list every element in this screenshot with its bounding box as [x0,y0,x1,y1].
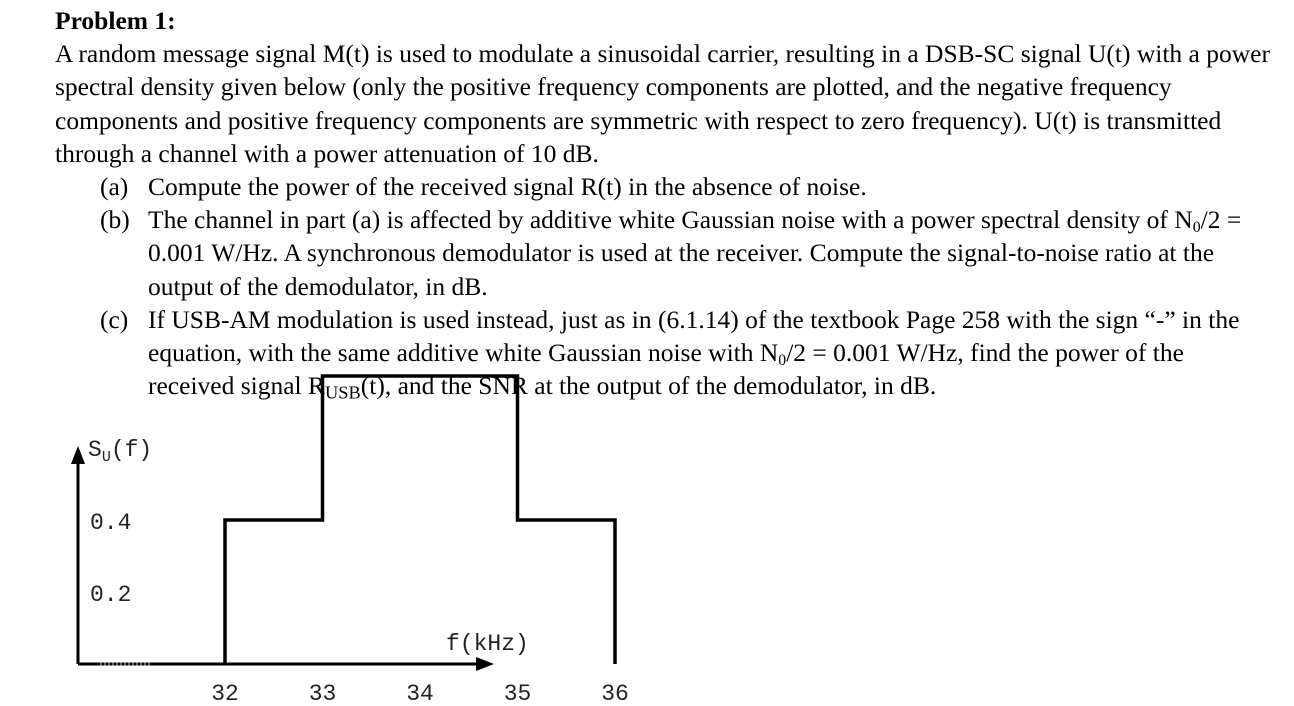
x-tick-label: 32 [211,681,239,706]
part-c-text-1: If USB-AM modulation is used instead, just as in (6.1.14) of the textbook Page 258 with the sign “-” in the equation, with the same additive white Gaussian noise with N [148,304,1240,368]
x-axis-arrow [476,657,494,671]
problem-text [55,4,1275,402]
part-b-label: (b) [100,205,130,235]
x-tick-label: 35 [503,681,532,706]
x-tick-label: 33 [308,681,337,706]
y-tick-label: 0.4 [90,510,132,536]
y-tick-label: 0.2 [90,582,132,608]
part-b-text-2: /2 = 0.001 W/Hz. A synchronous demodulator is used at the receiver. Compute the signal-to-noise ratio at the output of the demodulator, in dB. [148,205,1242,301]
part-b [55,203,1275,303]
part-a [55,170,1275,203]
part-a-label: (a) [100,172,129,202]
part-c-subscript-1: 0 [778,351,787,369]
x-tick-labels [211,681,629,706]
part-a-text: Compute the power of the received signal R(t) in the absence of noise. [148,172,867,202]
x-tick-label: 36 [601,681,629,706]
problem-intro: A random message signal M(t) is used to modulate a sinusoidal carrier, resulting in a DSB-SC signal U(t) with a power spectral density given below (only the positive frequency components are plotted, and the negative frequency components and positive frequency components are symmetric with respect to zero frequency). U(t) is transmitted through a channel with a power attenuation of 10 dB. [55,39,1270,168]
x-axis-label: f(kHz) [446,631,529,657]
part-c [55,303,1275,403]
part-c-text-2: /2 = 0.001 W/Hz, find the power of the received signal R [148,338,1184,401]
part-b-text-1: The channel in part (a) is affected by additive white Gaussian noise with a power spectral density of N [148,205,1193,235]
part-b-subscript: 0 [1192,219,1201,237]
part-c-label: (c) [100,304,129,334]
y-axis-arrow [71,446,85,464]
problem-title: Problem 1: [55,6,176,35]
y-axis-label: $S_U(f)$ [88,437,153,466]
problem-parts [55,170,1275,402]
part-c-text-3: (t), and the SNR at the output of the demodulator, in dB. [360,371,937,401]
part-c-subscript-2: USB [325,382,361,403]
psd-step-line [225,376,615,664]
x-tick-label: 34 [406,681,434,706]
